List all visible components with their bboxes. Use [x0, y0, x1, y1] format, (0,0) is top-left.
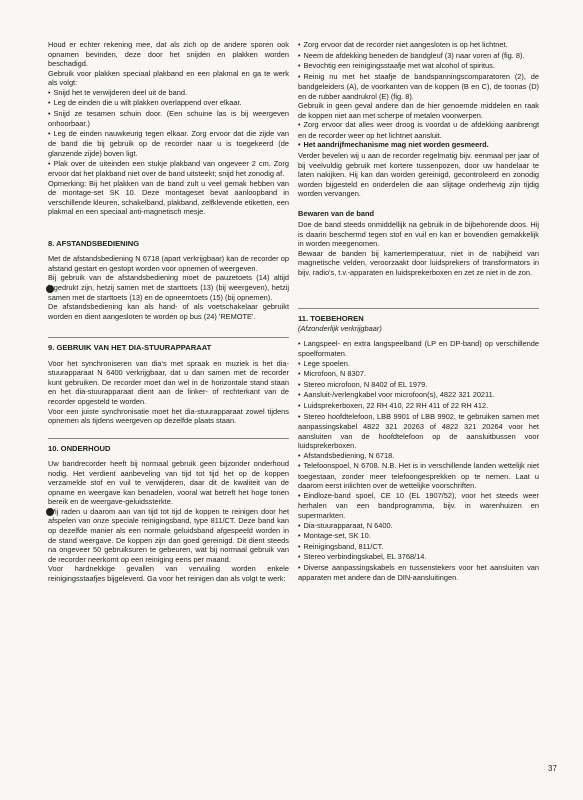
page-number: 37: [548, 764, 557, 773]
paragraph: Houd er echter rekening mee, dat als zich op de andere sporen ook opnamen bevinden, deze door het snijden en plakken worden beschadigd.: [48, 40, 289, 69]
right-column: [298, 40, 539, 583]
paragraph: Wij raden u daarom aan van tijd tot tijd de koppen te reinigen door het afspelen van onze speciale reinigingsband, type 811/CT. Deze band kan op dezelfde manier als een normale geluidsband afgespeeld worden in de stand weergave. De koppen zijn dan goed gereinigd. Dit dient steeds na ongeveer 50 gebruiksuren te gebeuren, wat bij normaal gebruik van de recorder neerkomt op een reiniging eens per maand.: [48, 506, 289, 564]
subheading-storage: Bewaren van de band: [298, 208, 374, 218]
list-item: • Lege spoelen.: [298, 359, 539, 370]
list-item: • Langspeel- en extra langspeelband (LP en DP-band) op verschillende spoelformaten.: [298, 339, 539, 359]
paragraph: Gebruik in geen geval andere dan de hier genoemde middelen en raak de koppen niet aan met scherpe of metalen voorwerpen.: [298, 101, 539, 120]
list-item: • Stereo microfoon, N 8402 of EL 1979.: [298, 380, 539, 391]
list-item: • Microfoon, N 8307.: [298, 369, 539, 380]
paragraph: Voor hardnekkige gevallen van vervuiling worden enkele reinigingsstaafjes bijgeleverd. Ga voor het reinigen dan als volgt te werk:: [48, 564, 289, 583]
paragraph: Verder bevelen wij u aan de recorder regelmatig bijv. eenmaal per jaar of bij veelvuldig gebruik met kortere tussenpozen, door uw handelaar te laten nakijken. Hij kan dan worden gereinigd, gecontroleerd en zonodig worden bijgesteld en onderdelen die aan slijtage onderhevig zijn tijdig worden vervangen.: [298, 151, 539, 199]
list-item: • Neem de afdekking beneden de bandgleuf (3) naar voren af (fig. 8).: [298, 51, 539, 62]
list-item: • Leg de einden die u wilt plakken overlappend over elkaar.: [48, 98, 289, 109]
note-paragraph: Opmerking: Bij het plakken van de band zult u veel gemak hebben van de montage-set SK 10. Deze montageset bevat aanloopband in verschillende kleuren, schakelband, plakband, zelfklevende etiketten, een plakmal en een speciaal anti-magnetisch mesje.: [48, 178, 289, 217]
paragraph: Voor een juiste synchronisatie moet het dia-stuurapparaat zowel tijdens opnemen als tijdens weergeven op dezelfde plaats staan.: [48, 406, 289, 426]
section-heading-9: 9. GEBRUIK VAN HET DIA-STUURAPPARAAT: [48, 337, 289, 353]
list-item: • Aansluit-/verlengkabel voor microfoon(s), 4822 321 20211.: [298, 390, 539, 401]
section-heading-11: 11. TOEBEHOREN: [298, 308, 539, 324]
paragraph: Met de afstandsbediening N 6718 (apart verkrijgbaar) kan de recorder op afstand gestart en gestopt worden voor opnemen of weergeven.: [48, 254, 289, 273]
list-item: • Zorg ervoor dat de recorder niet aangesloten is op het lichtnet.: [298, 40, 539, 51]
list-item: • Telefoonspoel, N 6708. N.B. Het is in verschillende landen wettelijk niet toegestaan, zonder meer telefoongesprekken op te nemen. Laat u daarom eerst inlichten over de wettelijke voorschriften.: [298, 461, 539, 491]
list-item: • Bevochtig een reinigingsstaafje met wat alcohol of spiritus.: [298, 61, 539, 72]
list-item: • Reinig nu met het staafje de bandspanningscomparatoren (2), de bandgeleiders (A), de voorkanten van de koppen (B en C), de toonas (D) en de rubber aandrukrol (E) (fig. 8).: [298, 72, 539, 102]
paragraph: Uw bandrecorder heeft bij normaal gebruik geen bijzonder onderhoud nodig. Het verdient aanbeveling van tijd tot tijd het op de koppen verzamelde stof en vuil te verwijderen, daar dit de kwaliteit van de opname en weergave kan benadelen, vooral wat betreft het hoge tonen bereik en de weergave-geluidssterkte.: [48, 459, 289, 507]
list-item: • Snijd ze tesamen schuin door. (Een schuine las is bij weergeven onhoorbaar.): [48, 109, 289, 129]
list-item: • Afstandsbediening, N 6718.: [298, 451, 539, 462]
paragraph: Bij gebruik van de afstandsbediening moet de pauzetoets (14) altijd ingedrukt zijn, hetzij samen met de starttoets (13) (bij weergeven), hetzij samen met de starttoets (13) en de opneemtoets (15) (bij opnemen).: [48, 273, 289, 302]
list-item: • Stereo verbindingskabel, EL 3768/14.: [298, 552, 539, 563]
list-item: • Eindloze-band spoel, CE 10 (EL 1907/52), voor het steeds weer herhalen van een bandprogramma, bijv. in warenhuizen en supermarkten.: [298, 491, 539, 521]
list-item: • Diverse aanpassingskabels en tussenstekers voor het aansluiten van apparaten met andere dan de DIN-aansluitingen.: [298, 563, 539, 583]
paragraph: Bewaar de banden bij kamertemperatuur, niet in de nabijheid van magnetische velden, veroorzaakt door luidsprekers of transformators in bijv. radio's, t.v.-apparaten en luidsprekerboxen en zet ze niet in de zon.: [298, 248, 539, 278]
list-item: • Leg de einden nauwkeurig tegen elkaar. Zorg ervoor dat die zijde van de band die bij gebruik op de recorder naar u is toegekeerd (de glanzende zijde) boven ligt.: [48, 129, 289, 159]
list-item: • Dia-stuurapparaat, N 6400.: [298, 521, 539, 532]
section-subtitle: (Afzonderlijk verkrijgbaar): [298, 324, 382, 334]
list-item: • Plak over de uiteinden een stukje plakband van ongeveer 2 cm. Zorg ervoor dat het plakband niet over de band uitsteekt; snijd het zonodig af.: [48, 159, 289, 179]
section-heading-8: 8. AFSTANDSBEDIENING: [48, 238, 140, 248]
paragraph: Gebruik voor plakken speciaal plakband en een plakmal en ga te werk als volgt:: [48, 68, 289, 88]
list-item: • Stereo hoofdtelefoon, LBB 9901 of LBB 9902, te gebruiken samen met aanpassingskabel 4822 321 20263 of 4822 321 20264 voor het aansluiten van de hoofdtelefoon op de aansluitbussen voor luidsprekerboxen.: [298, 412, 539, 451]
paragraph: Voor het synchroniseren van dia's met spraak en muziek is het dia-stuurapparaat N 6400 verkrijgbaar, dat u dan samen met de recorder kunt gebruiken. De recorder moet dan wel in de horizontale stand staan en het dia-stuurapparaat dient aan de linker- of rechterkant van de recorder opgesteld te worden.: [48, 358, 289, 406]
list-item: • Snijd het te verwijderen deel uit de band.: [48, 88, 289, 99]
bold-list-item: • Het aandrijfmechanisme mag niet worden gesmeerd.: [298, 140, 539, 151]
list-item: • Reinigingsband, 811/CT.: [298, 542, 539, 553]
paragraph: Doe de band steeds onmiddellijk na gebruik in de bijbehorende doos. Hij is daarin beschermd tegen stof en vuil en kan er bovendien gemakkelijk in worden meegenomen.: [298, 220, 539, 249]
paragraph: De afstandsbediening kan als hand- of als voetschakelaar gebruikt worden en dient aangesloten te worden op bus (24) 'REMOTE'.: [48, 302, 289, 321]
section-heading-10: 10. ONDERHOUD: [48, 438, 289, 454]
list-item: • Montage-set, SK 10.: [298, 531, 539, 542]
list-item: • Zorg ervoor dat alles weer droog is voordat u de afdekking aanbrengt en de recorder weer op het lichtnet aansluit.: [298, 120, 539, 140]
left-column: [48, 40, 289, 583]
list-item: • Luidsprekerboxen, 22 RH 410, 22 RH 411 of 22 RH 412.: [298, 401, 539, 412]
